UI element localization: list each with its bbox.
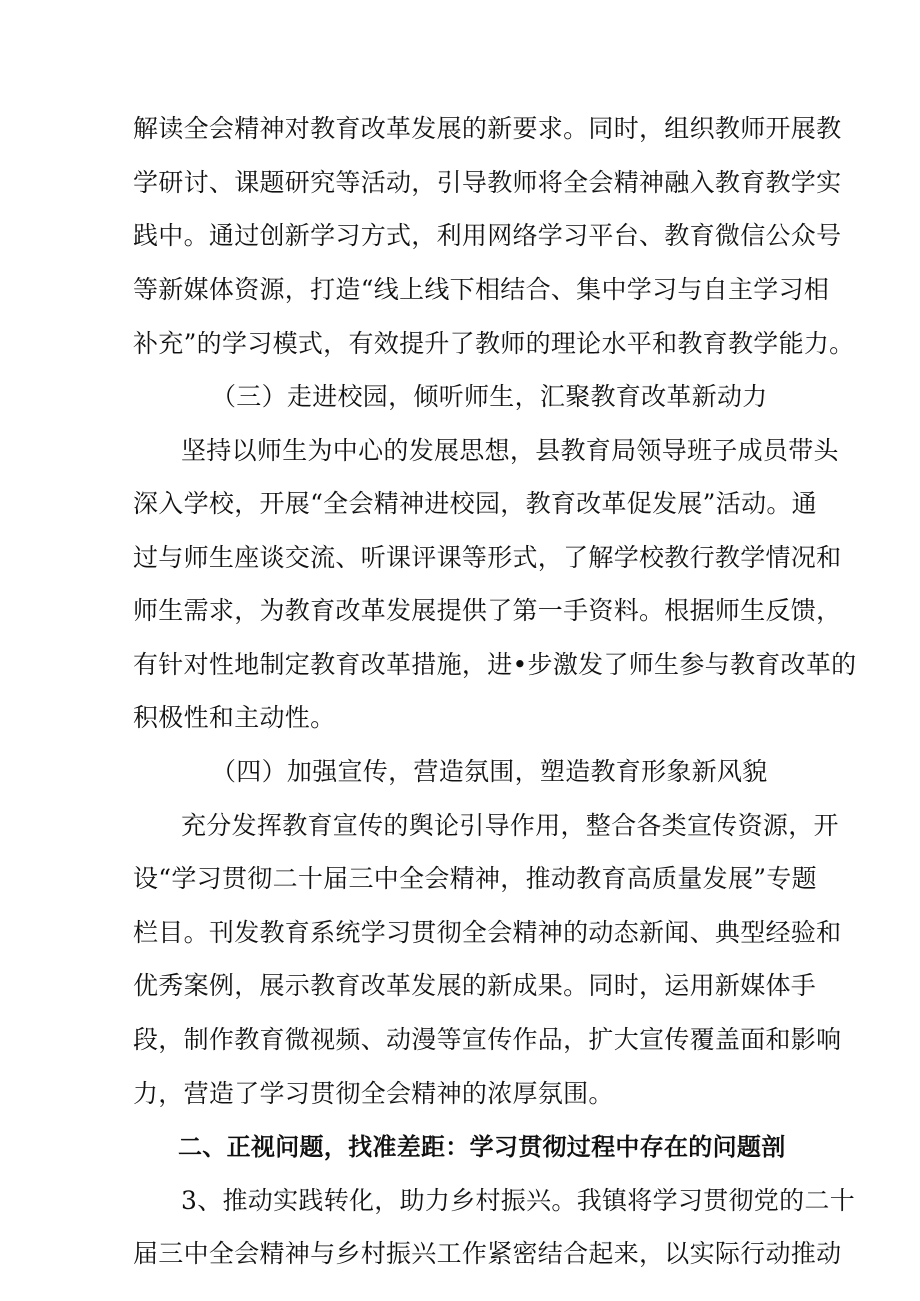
paragraph-line: 积极性和主动性。 xyxy=(133,703,336,732)
paragraph-line: 设“学习贯彻二十届三中全会精神，推动教育高质量发展”专题 xyxy=(133,864,817,893)
numbered-point-line: 3、推动实践转化，助力乡村振兴。我镇将学习贯彻党的二十 xyxy=(181,1186,856,1215)
paragraph-line: 充分发挥教育宣传的舆论引导作用，整合各类宣传资源，开 xyxy=(181,811,839,840)
paragraph-line: 届三中全会精神与乡村振兴工作紧密结合起来，以实际行动推动 xyxy=(133,1239,842,1268)
paragraph-line: 坚持以师生为中心的发展思想，县教育局领导班子成员带头 xyxy=(181,436,839,465)
paragraph-line: 有针对性地制定教育改革措施，进•步激发了师生参与教育改革的 xyxy=(133,650,857,679)
paragraph-line: 解读全会精神对教育改革发展的新要求。同时，组织教师开展教 xyxy=(133,114,842,143)
paragraph-line: 段，制作教育微视频、动漫等宣传作品，扩大宣传覆盖面和影响 xyxy=(133,1025,842,1054)
section-heading-four: （四）加强宣传，营造氛围，塑造教育形象新风貌 xyxy=(211,757,768,786)
paragraph-line: 栏目。刊发教育系统学习贯彻全会精神的动态新闻、典型经验和 xyxy=(133,918,842,947)
paragraph-line: 师生需求，为教育改革发展提供了第一手资料。根据师生反馈， xyxy=(133,596,842,625)
paragraph-line: 补充”的学习模式，有效提升了教师的理论水平和教育教学能力。 xyxy=(133,329,855,358)
paragraph-line: 等新媒体资源，打造“线上线下相结合、集中学习与自主学习相 xyxy=(133,275,830,304)
paragraph-line: 践中。通过创新学习方式，利用网络学习平台、教育微信公众号 xyxy=(133,221,842,250)
section-heading-three: （三）走进校园，倾听师生，汇聚教育改革新动力 xyxy=(211,382,768,411)
paragraph-line: 优秀案例，展示教育改革发展的新成果。同时，运用新媒体手 xyxy=(133,971,817,1000)
paragraph-line: 过与师生座谈交流、听课评课等形式，了解学校教行教学情况和 xyxy=(133,543,842,572)
chapter-heading-two: 二、正视问题，找准差距：学习贯彻过程中存在的问题剖 xyxy=(178,1133,786,1161)
paragraph-line: 学研讨、课题研究等活动，引导教师将全会精神融入教育教学实 xyxy=(133,168,842,197)
paragraph-line: 深入学校，开展“全会精神进校园，教育改革促发展”活动。通 xyxy=(133,489,817,518)
paragraph-line: 力，营造了学习贯彻全会精神的浓厚氛围。 xyxy=(133,1079,614,1108)
